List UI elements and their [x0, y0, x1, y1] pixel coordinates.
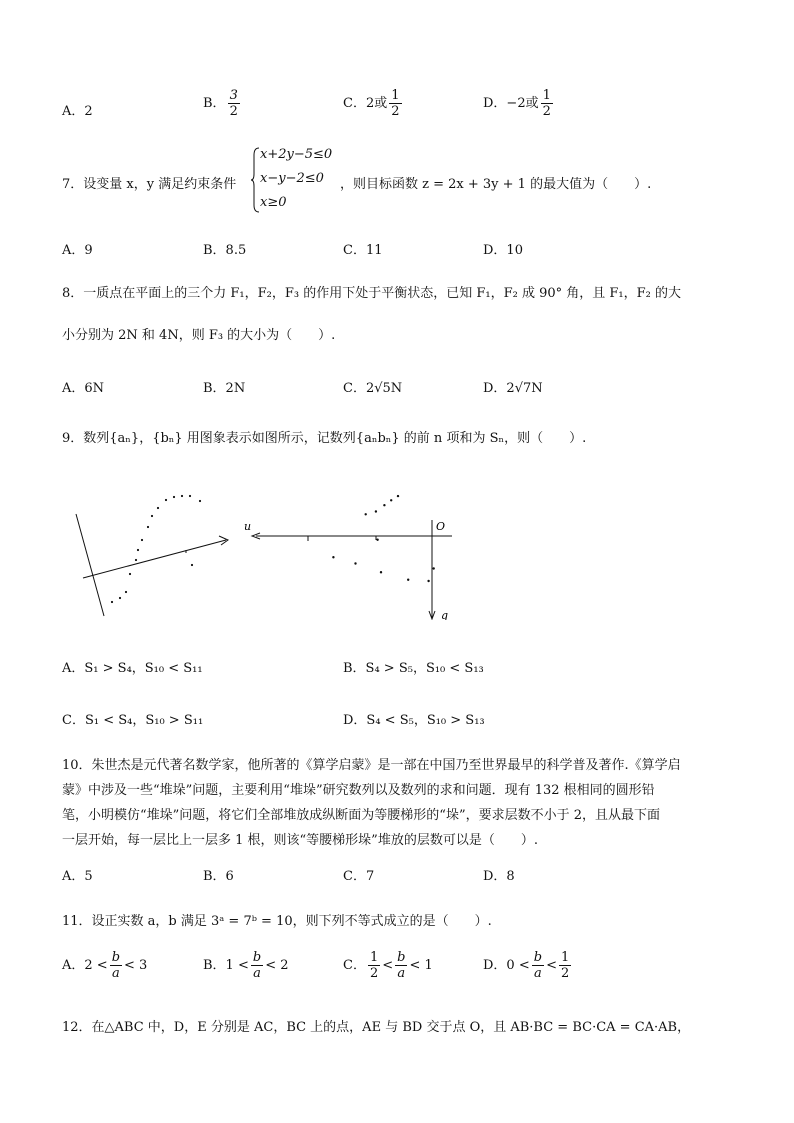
q9-point — [383, 504, 385, 506]
q9-point — [397, 495, 399, 497]
q11-b-fraction — [251, 950, 263, 981]
q6-d-num: 1 — [542, 88, 551, 103]
q11-stem: 11．设正实数 a，b 满足 3ᵃ = 7ᵇ = 10，则下列不等式成立的是（ ）. — [62, 914, 492, 929]
q9-option-b: B．S₄ > S₅，S₁₀ < S₁₃ — [343, 661, 484, 676]
q9-axis-o-label: O — [436, 520, 446, 533]
q11-a-suffix: < 3 — [124, 958, 148, 973]
q9-stem: 9．数列{aₙ}，{bₙ} 用图象表示如图所示，记数列{aₙbₙ} 的前 n 项和为 Sₙ，则（ ）. — [62, 431, 587, 446]
q6-option-b — [203, 88, 242, 119]
q10-option-b: B．6 — [203, 869, 234, 884]
q11-a-den: a — [111, 966, 120, 981]
q9-point — [173, 496, 175, 498]
q6-b-den: 2 — [229, 104, 238, 119]
q11-a-num: b — [111, 950, 121, 965]
q6-option-d — [483, 88, 555, 119]
q11-c-left-den: 2 — [369, 966, 379, 981]
q9-point — [433, 567, 435, 569]
q9-figure — [66, 470, 466, 620]
q9-point — [135, 559, 137, 561]
q11-b-suffix: < 2 — [265, 958, 289, 973]
q9-option-c: C．S₁ < S₄，S₁₀ > S₁₁ — [62, 713, 204, 728]
q7-option-b: B．8.5 — [203, 243, 247, 258]
q9-point — [407, 579, 409, 581]
q9-point — [137, 549, 139, 551]
q9-point — [332, 556, 334, 558]
q9-point — [119, 597, 121, 599]
q7-constraint-3: x≥0 — [260, 195, 287, 210]
q8-option-a: A．6N — [62, 381, 105, 396]
q9-point — [181, 495, 183, 497]
q6-option-b-fraction — [228, 88, 240, 119]
q11-d-right-fraction — [559, 950, 571, 981]
q9-left-points — [111, 495, 201, 603]
q11-c-den: a — [397, 966, 406, 981]
q9-point — [129, 573, 131, 575]
q6-c-den: 2 — [391, 104, 400, 119]
q11-option-b — [203, 950, 288, 981]
q11-d-den: a — [534, 966, 542, 981]
q6-option-c — [343, 88, 404, 119]
q10-option-c: C．7 — [343, 869, 375, 884]
q7-stem-prefix: 7．设变量 x，y 满足约束条件 — [62, 177, 237, 192]
q11-c-mid: < — [382, 958, 394, 973]
q6-option-b-prefix: B． — [203, 96, 226, 111]
q6-d-den: 2 — [542, 104, 551, 119]
q11-a-fraction — [110, 950, 122, 981]
q11-b-num: b — [252, 950, 262, 965]
q8-option-d: D．2√7N — [483, 381, 543, 396]
q10-stem-line-1: 10．朱世杰是元代著名数学家，他所著的《算学启蒙》是一部在中国乃至世界最早的科学普及著作.《算学启 — [62, 758, 681, 773]
q9-point — [365, 513, 367, 515]
q9-point — [189, 495, 191, 497]
q11-d-prefix: D．0 < — [483, 958, 530, 973]
q9-point — [141, 539, 143, 541]
q6-c-num: 1 — [391, 88, 400, 103]
q9-point — [147, 526, 149, 528]
q9-point — [376, 539, 378, 541]
q6-option-a: A．2 — [62, 104, 93, 119]
q6-option-c-fraction — [389, 88, 401, 119]
q11-option-a — [62, 950, 147, 981]
q8-option-b: B．2N — [203, 381, 246, 396]
q12-stem: 12．在△ABC 中，D，E 分别是 AC，BC 上的点，AE 与 BD 交于点 O，且 AB·BC = BC·CA = CA·AB， — [62, 1020, 691, 1035]
q8-option-c: C．2√5N — [343, 381, 403, 396]
q11-d-num: b — [533, 950, 543, 965]
q7-constraint-2: x−y−2≤0 — [260, 171, 324, 186]
q7-option-c: C．11 — [343, 243, 383, 258]
q9-right-plot — [332, 495, 435, 582]
q11-c-fraction — [395, 950, 407, 981]
q8-stem-line-1: 8．一质点在平面上的三个力 F₁，F₂，F₃ 的作用下处于平衡状态，已知 F₁，F₂ 成 90° 角，且 F₁，F₂ 的大 — [62, 286, 681, 301]
q9-point — [157, 507, 159, 509]
q8-stem-line-2: 小分别为 2N 和 4N，则 F₃ 的大小为（ ）. — [62, 328, 336, 343]
q9-left-axis-slanted — [83, 540, 226, 578]
q7-stem-suffix: ，则目标函数 z = 2x + 3y + 1 的最大值为（ ）. — [340, 177, 652, 192]
q11-b-den: a — [253, 966, 261, 981]
q11-c-prefix: C． — [343, 958, 366, 973]
q10-stem-line-4: 一层开始，每一层比上一层多 1 根，则该“等腰梯形垛”堆放的层数可以是（ ）. — [62, 833, 538, 848]
q10-stem-line-3: 笔，小明模仿“堆垛”问题，将它们全部堆放成纵断面为等腰梯形的“垛”，要求层数不小于 2，且从最下面 — [62, 808, 660, 823]
q9-axis-q-label: q — [441, 609, 449, 620]
brace-icon — [250, 147, 260, 213]
q9-point — [125, 591, 127, 593]
q11-d-right-den: 2 — [560, 966, 570, 981]
q10-option-d: D．8 — [483, 869, 515, 884]
q11-b-prefix: B．1 < — [203, 958, 249, 973]
q9-point — [151, 515, 153, 517]
q11-d-mid: < — [546, 958, 557, 973]
q6-option-d-fraction — [541, 88, 553, 119]
q11-d-fraction — [532, 950, 544, 981]
q11-d-right-num: 1 — [560, 950, 570, 965]
q9-point — [165, 499, 167, 501]
q11-c-num: b — [397, 950, 406, 965]
q11-c-left-fraction — [368, 950, 380, 981]
q11-option-c — [343, 950, 433, 981]
q9-point — [375, 510, 377, 512]
q7-constraint-1: x+2y−5≤0 — [260, 147, 333, 162]
q10-option-a: A．5 — [62, 869, 93, 884]
q9-point — [390, 499, 392, 501]
q11-c-suffix: < 1 — [409, 958, 433, 973]
q9-point — [199, 500, 201, 502]
q11-option-d — [483, 950, 573, 981]
q6-b-num: 3 — [229, 88, 238, 103]
q9-option-a: A．S₁ > S₄，S₁₀ < S₁₁ — [62, 661, 203, 676]
q9-axis-u-label: u — [244, 520, 252, 533]
q9-point — [354, 562, 356, 564]
q6-option-d-prefix: D．−2或 — [483, 96, 539, 111]
q9-point — [427, 580, 429, 582]
q10-stem-line-2: 蒙》中涉及一些“堆垛”问题，主要利用“堆垛”研究数列以及数列的求和问题．现有 132 根相同的圆形铅 — [62, 783, 655, 798]
q11-a-prefix: A．2 < — [62, 958, 108, 973]
q11-c-left-num: 1 — [369, 950, 379, 965]
q9-point — [111, 601, 113, 603]
q9-left-axis-steep — [76, 514, 104, 616]
q6-option-c-prefix: C．2或 — [343, 96, 388, 111]
q9-point — [380, 571, 382, 573]
q7-option-d: D．10 — [483, 243, 523, 258]
q7-option-a: A．9 — [62, 243, 93, 258]
q9-point — [191, 564, 193, 566]
q9-option-d: D．S₄ < S₅，S₁₀ > S₁₃ — [343, 713, 485, 728]
